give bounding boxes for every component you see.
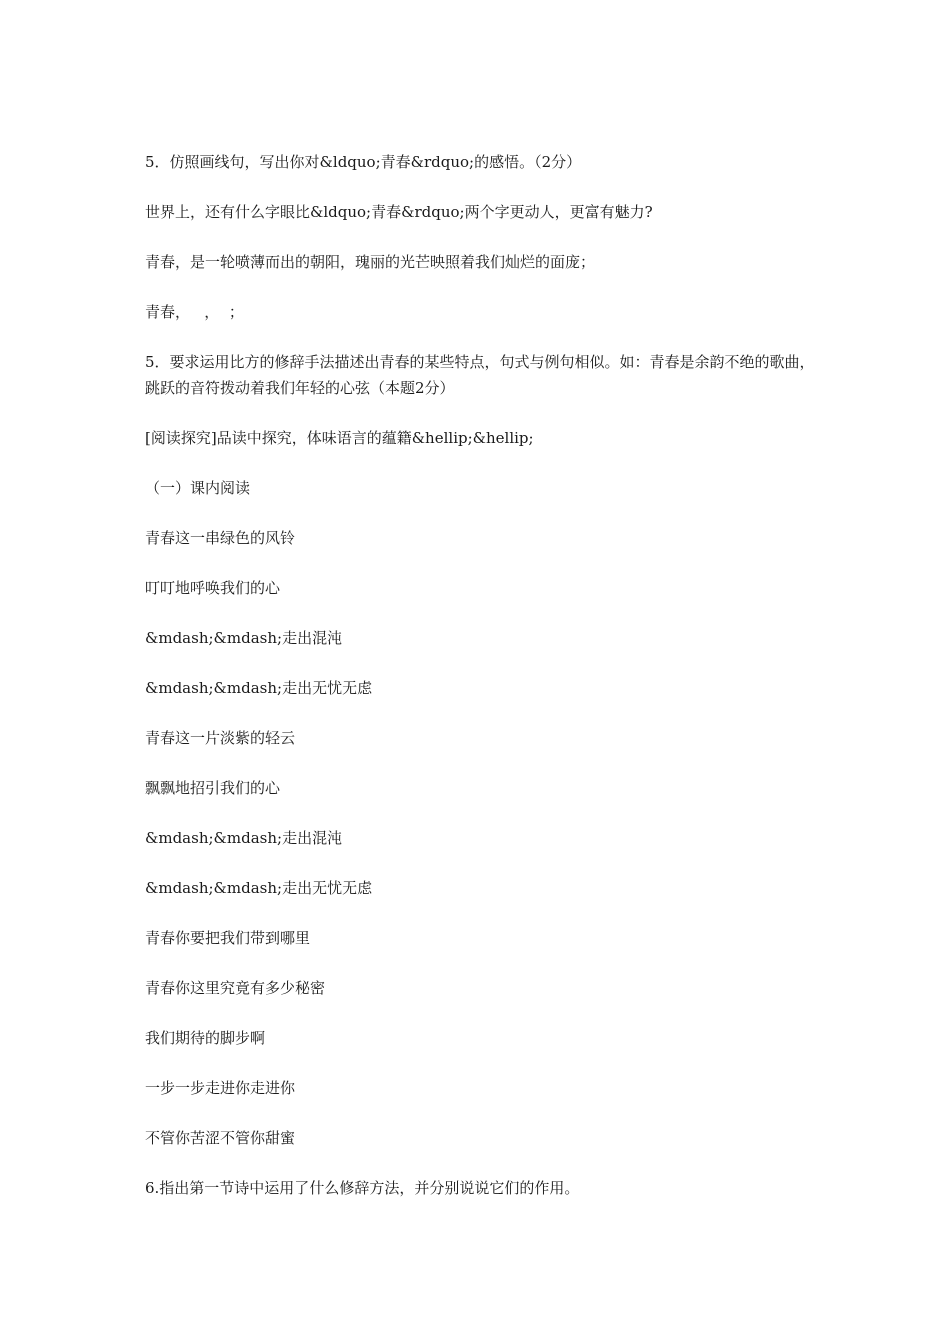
poem-line: 我们期待的脚步啊	[145, 1029, 266, 1047]
document-body	[145, 149, 815, 1225]
poem-line: 不管你苦涩不管你甜蜜	[145, 1129, 296, 1147]
poem-line: &mdash;&mdash;走出混沌	[145, 829, 343, 847]
question-5-requirement: 5．要求运用比方的修辞手法描述出青春的某些特点，句式与例句相似。如：青春是余韵不绝的歌曲，跳跃的音符拨动着我们年轻的心弦（本题2分）	[145, 353, 815, 397]
poem-line: 一步一步走进你走进你	[145, 1079, 296, 1097]
poem-line: 青春这一串绿色的风铃	[145, 529, 296, 547]
question-5-prompt: 5．仿照画线句，写出你对&ldquo;青春&rdquo;的感悟。（2分）	[145, 153, 582, 171]
poem-line: 叮叮地呼唤我们的心	[145, 579, 281, 597]
question-6-prompt: 6.指出第一节诗中运用了什么修辞方法，并分别说说它们的作用。	[145, 1179, 580, 1197]
section-heading: [阅读探究]品读中探究，体味语言的蕴籍&hellip;&hellip;	[145, 429, 534, 447]
poem-line: &mdash;&mdash;走出混沌	[145, 629, 343, 647]
poem-line: &mdash;&mdash;走出无忧无虑	[145, 679, 373, 697]
poem-line: 青春你这里究竟有多少秘密	[145, 979, 326, 997]
poem-line: 青春这一片淡紫的轻云	[145, 729, 296, 747]
answer-blank: 青春， ， ；	[145, 303, 244, 321]
poem-line: 飘飘地招引我们的心	[145, 779, 281, 797]
subsection-heading: （一）课内阅读	[145, 479, 251, 497]
intro-sentence: 世界上，还有什么字眼比&ldquo;青春&rdquo;两个字更动人，更富有魅力?	[145, 203, 653, 221]
poem-line: 青春你要把我们带到哪里	[145, 929, 311, 947]
poem-line: &mdash;&mdash;走出无忧无虑	[145, 879, 373, 897]
example-sentence: 青春，是一轮喷薄而出的朝阳，瑰丽的光芒映照着我们灿烂的面庞；	[145, 253, 596, 271]
